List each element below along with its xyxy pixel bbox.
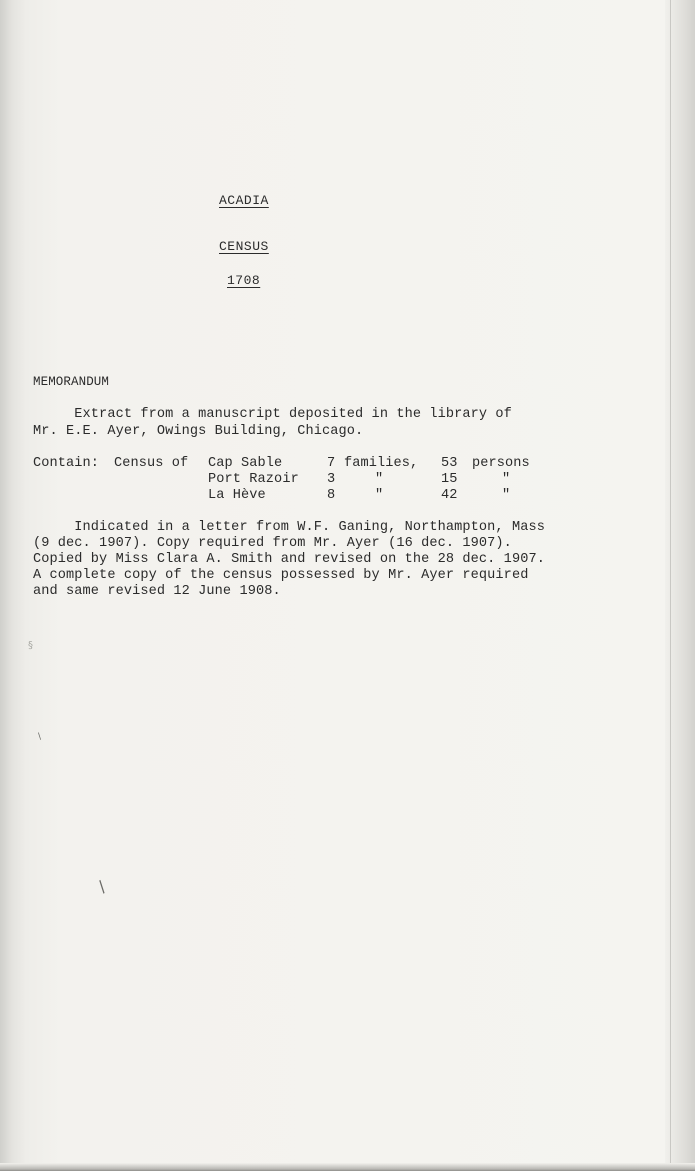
paragraph-1-line-1: Extract from a manuscript deposited in the library of	[33, 407, 512, 422]
row-3-persons-ditto: "	[502, 488, 511, 503]
paragraph-2-line-1: Indicated in a letter from W.F. Ganing, Northampton, Mass	[33, 520, 545, 535]
paragraph-1-line-2: Mr. E.E. Ayer, Owings Building, Chicago.	[33, 424, 364, 439]
stray-margin-mark: §	[28, 640, 33, 651]
row-1-families-label: families,	[344, 456, 419, 471]
title-acadia: ACADIA	[219, 193, 269, 208]
stray-speck-mark: \	[38, 732, 42, 742]
row-2-place: Port Razoir	[208, 472, 299, 487]
row-3-families: 8	[327, 488, 336, 503]
census-of-label: Census of	[114, 456, 189, 471]
memorandum-label: MEMORANDUM	[33, 375, 110, 389]
row-3-place: La Hève	[208, 488, 266, 503]
row-1-place: Cap Sable	[208, 456, 283, 471]
paragraph-2-line-4: A complete copy of the census possessed by Mr. Ayer required	[33, 568, 529, 583]
row-2-persons: 15	[441, 472, 458, 487]
paragraph-2-line-5: and same revised 12 June 1908.	[33, 584, 281, 599]
page-spine-line	[670, 0, 671, 1171]
page-bottom-edge	[0, 1163, 695, 1171]
row-3-families-ditto: "	[375, 488, 384, 503]
row-1-families: 7	[327, 456, 336, 471]
row-1-persons: 53	[441, 456, 458, 471]
contain-label: Contain:	[33, 456, 100, 471]
row-2-families-ditto: "	[375, 472, 384, 487]
row-3-persons: 42	[441, 488, 458, 503]
title-year: 1708	[227, 273, 261, 288]
row-1-persons-label: persons	[472, 456, 530, 471]
paragraph-2-line-3: Copied by Miss Clara A. Smith and revised on the 28 dec. 1907.	[33, 552, 545, 567]
title-census: CENSUS	[219, 239, 269, 254]
row-2-families: 3	[327, 472, 336, 487]
row-2-persons-ditto: "	[502, 472, 511, 487]
paragraph-2-line-2: (9 dec. 1907). Copy required from Mr. Ayer (16 dec. 1907).	[33, 536, 512, 551]
stray-pencil-mark: /	[94, 877, 110, 896]
